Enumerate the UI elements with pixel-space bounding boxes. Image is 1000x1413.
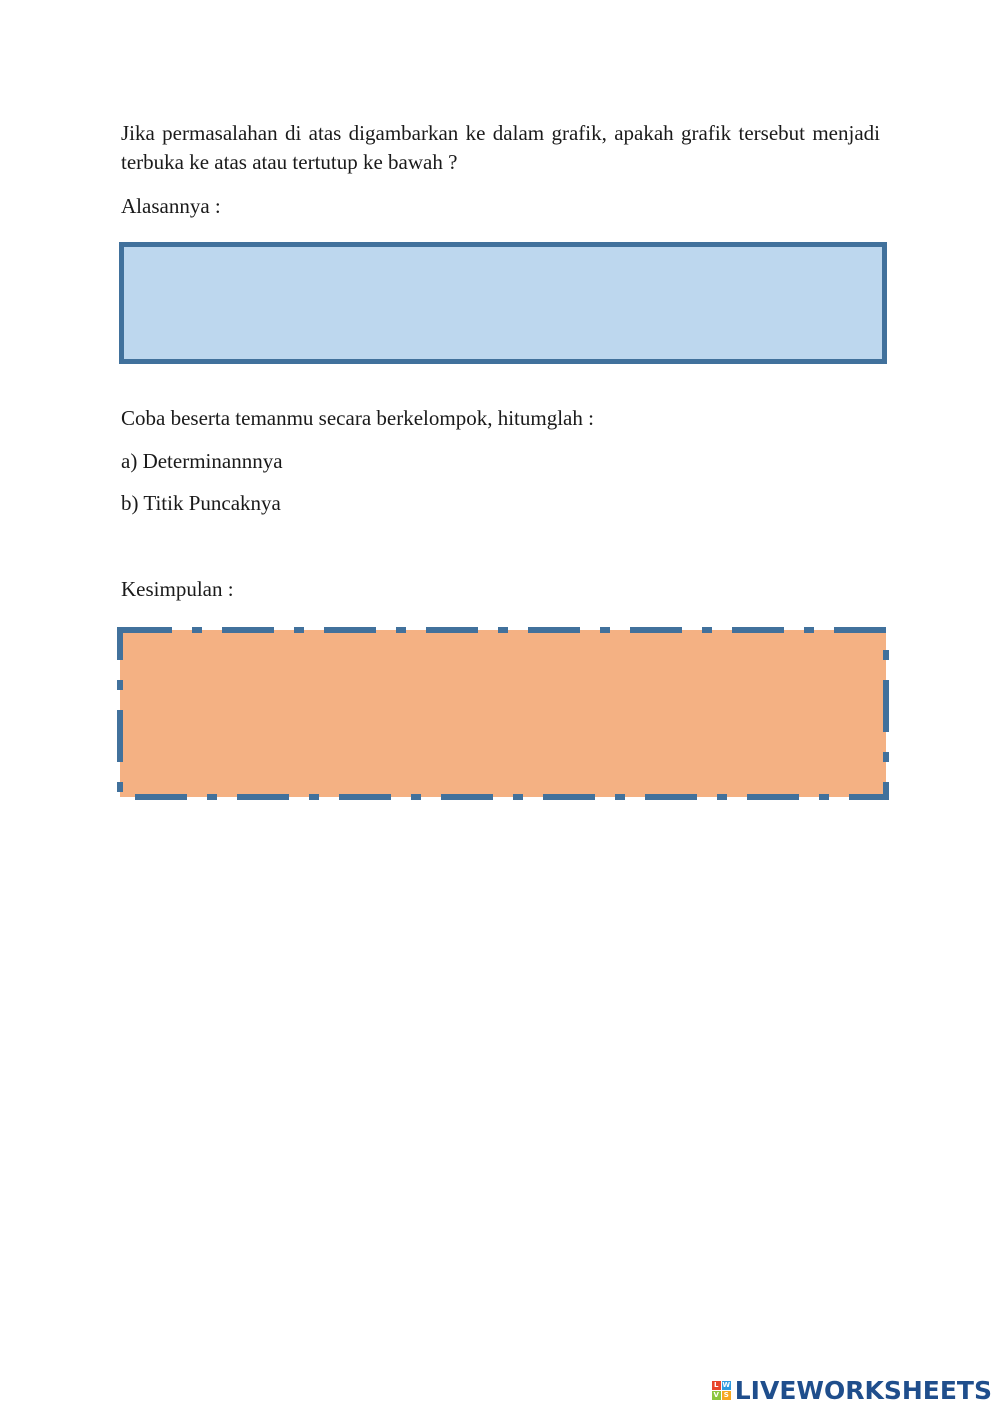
logo-letter-w: W xyxy=(722,1381,731,1389)
question-text: Jika permasalahan di atas digambarkan ke dalam grafik, apakah grafik tersebut menjadi terbuka ke atas atau tertutup ke bawah ? xyxy=(121,121,880,174)
group-task-item-b: b) Titik Puncaknya xyxy=(121,491,281,515)
group-task-intro: Coba beserta temanmu secara berkelompok, hitumglah : xyxy=(121,406,594,430)
conclusion-label: Kesimpulan : xyxy=(121,577,234,601)
liveworksheets-brand-text: LIVEWORKSHEETS xyxy=(734,1376,992,1405)
group-task-item-a: a) Determinannnya xyxy=(121,449,283,473)
liveworksheets-logo-icon xyxy=(712,1381,731,1400)
conclusion-box-frame xyxy=(117,627,889,800)
reason-answer-box[interactable] xyxy=(119,242,887,364)
reason-label: Alasannya : xyxy=(121,194,221,218)
conclusion-answer-box[interactable] xyxy=(117,627,889,800)
logo-letter-l: L xyxy=(712,1381,721,1390)
logo-letter-v: V xyxy=(713,1391,719,1399)
liveworksheets-logo xyxy=(712,1376,992,1405)
logo-letter-s: S xyxy=(723,1391,729,1399)
